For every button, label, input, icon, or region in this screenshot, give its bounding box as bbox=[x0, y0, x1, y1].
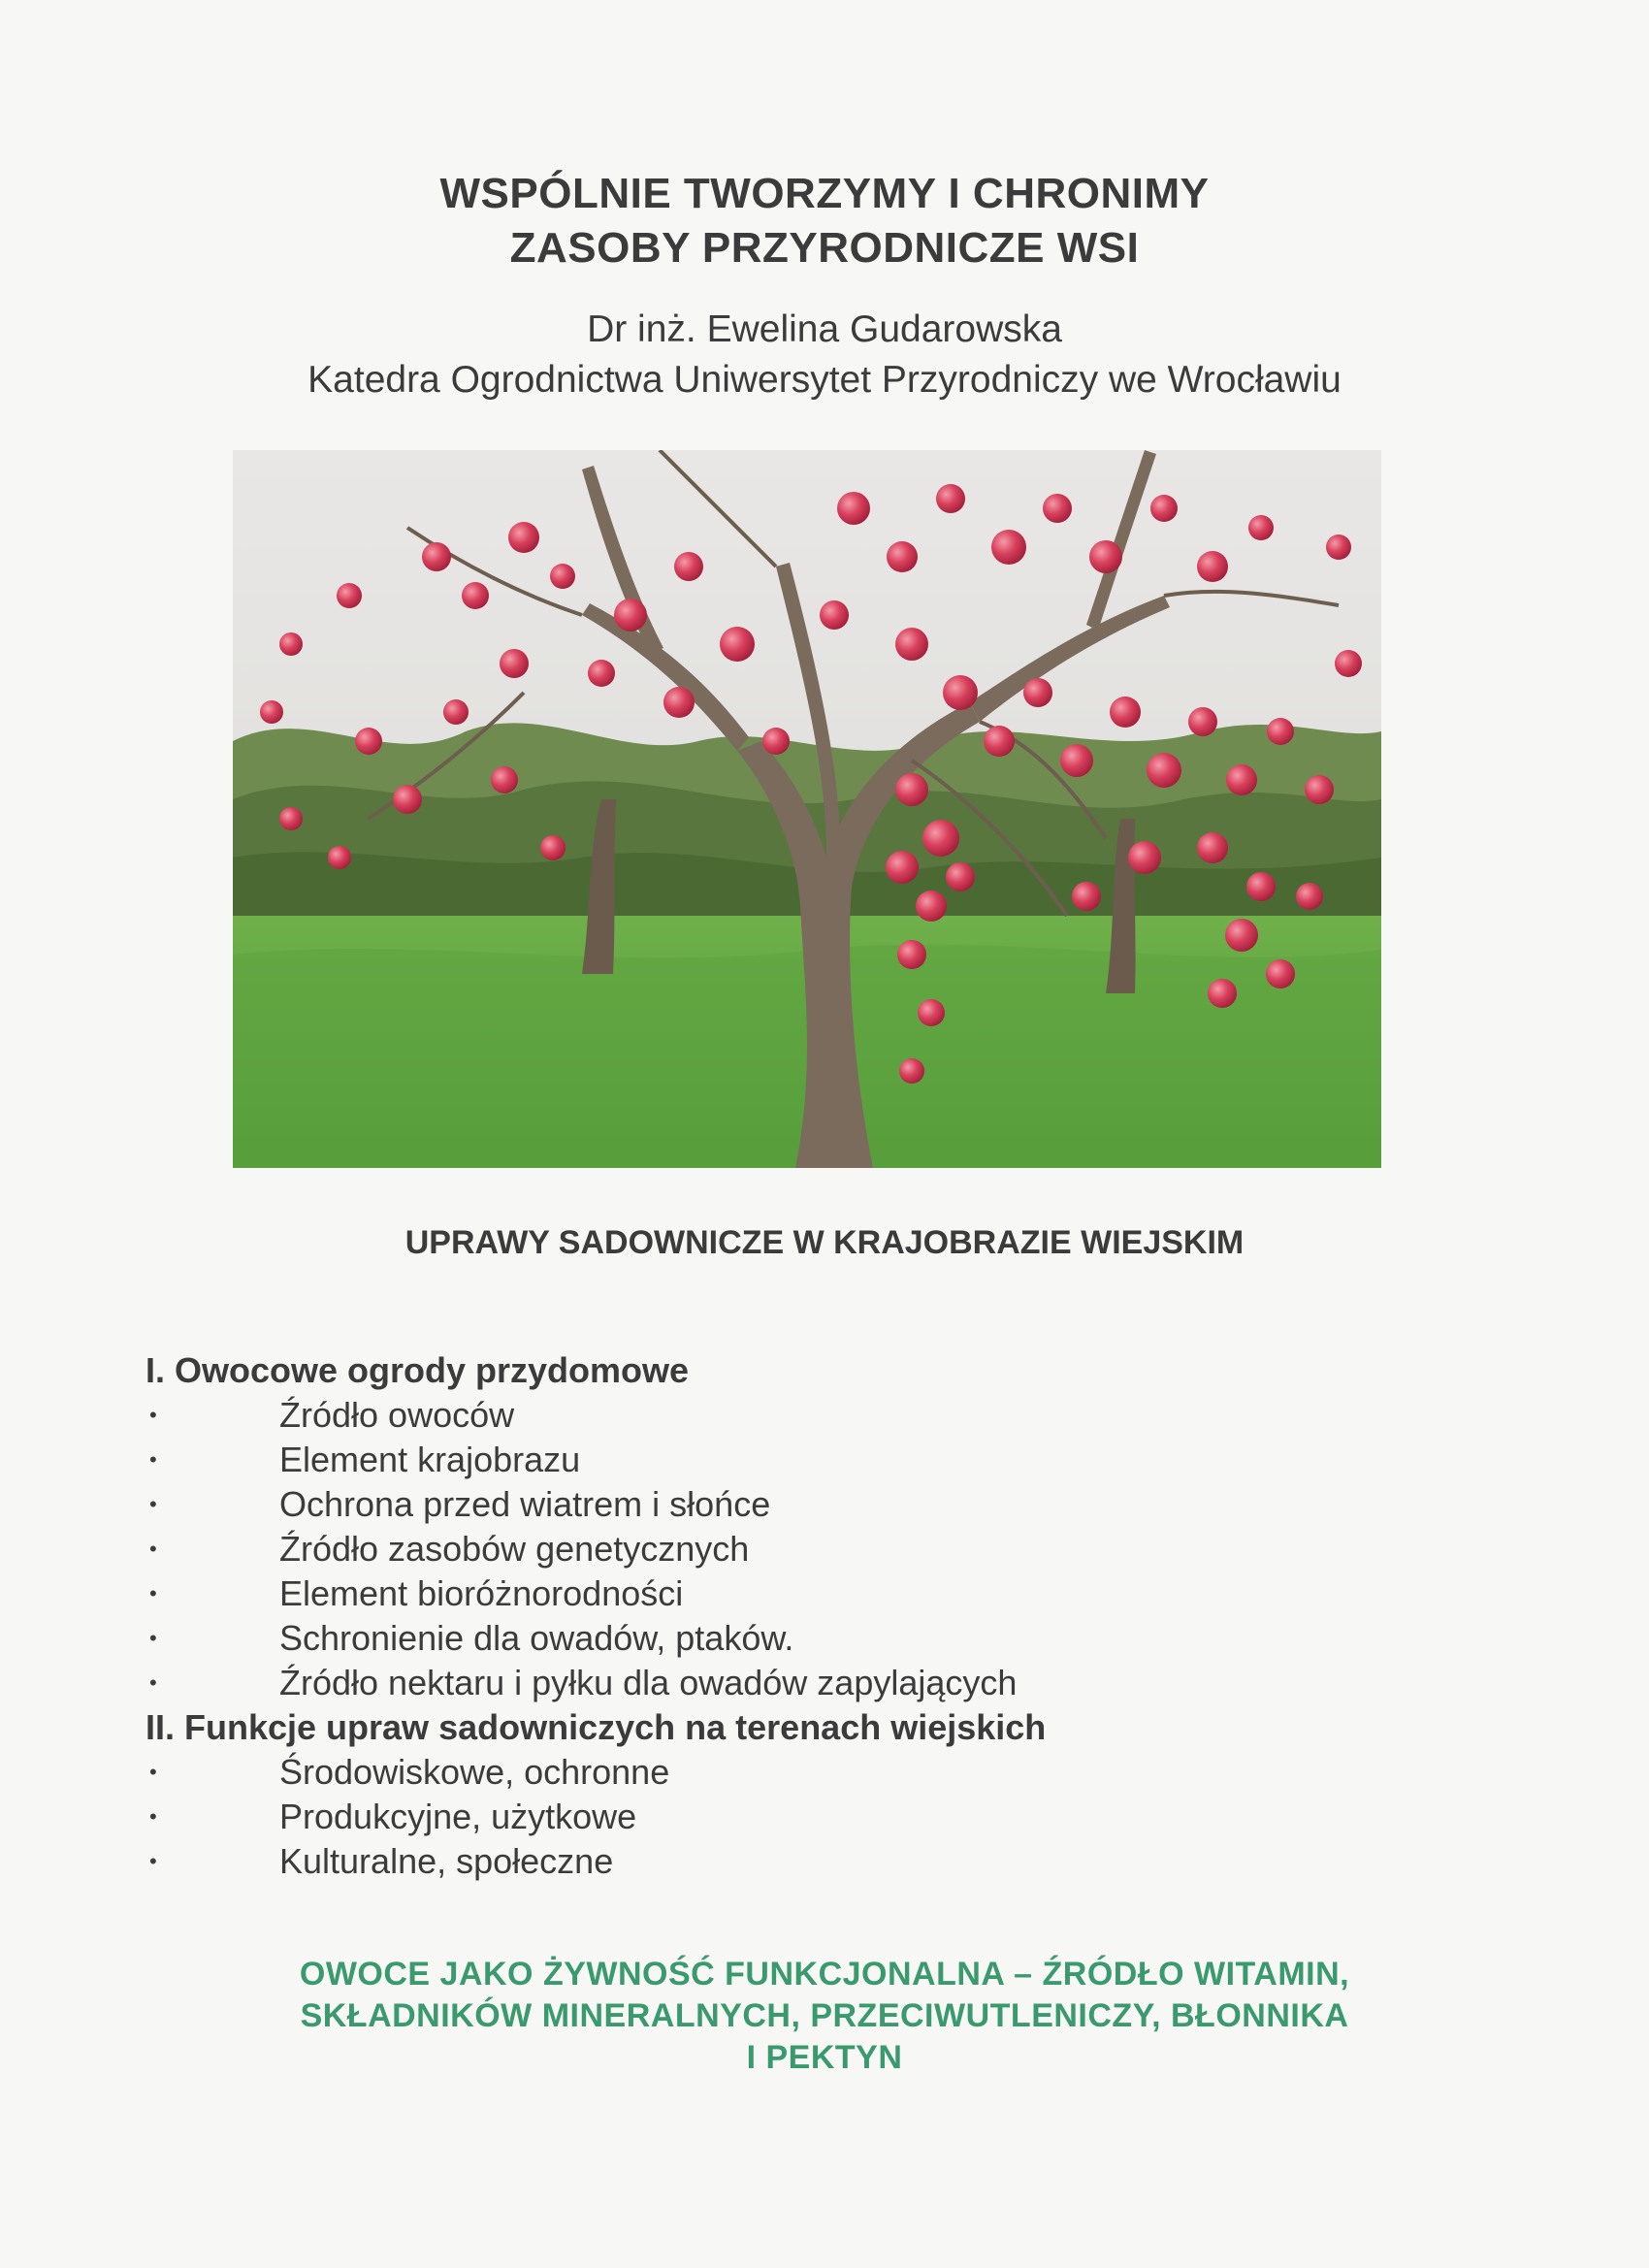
title-line-1: WSPÓLNIE TWORZYMY I CHRONIMY bbox=[439, 170, 1210, 217]
list-item bbox=[146, 1795, 1504, 1839]
list-item-text: Źródło zasobów genetycznych bbox=[279, 1529, 750, 1569]
list-item bbox=[146, 1616, 1504, 1661]
apple-orchard-photo bbox=[233, 450, 1381, 1168]
list-item bbox=[146, 1393, 1504, 1438]
list-item bbox=[146, 1750, 1504, 1795]
bullet-icon: • bbox=[149, 1670, 157, 1695]
bullet-icon: • bbox=[149, 1447, 157, 1472]
list-item-text: Źródło nektaru i pyłku dla owadów zapylających bbox=[279, 1663, 1018, 1702]
list-item-text: Źródło owoców bbox=[279, 1395, 515, 1435]
title-line-2: ZASOBY PRZYRODNICZE WSI bbox=[509, 224, 1140, 272]
bullet-icon: • bbox=[149, 1760, 157, 1784]
orchard-illustration bbox=[233, 450, 1381, 1168]
bullet-icon: • bbox=[149, 1537, 157, 1561]
list-item bbox=[146, 1661, 1504, 1705]
part1-heading: I. Owocowe ogrody przydomowe bbox=[146, 1350, 690, 1390]
list-item-text: Kulturalne, społeczne bbox=[279, 1841, 614, 1881]
footer-line-3: I PEKTYN bbox=[746, 2039, 903, 2076]
list-item-text: Schronienie dla owadów, ptaków. bbox=[279, 1618, 794, 1658]
bullet-icon: • bbox=[149, 1849, 157, 1873]
list-item bbox=[146, 1839, 1504, 1884]
list-item-text: Element bioróżnorodności bbox=[279, 1573, 684, 1613]
list-item bbox=[146, 1527, 1504, 1571]
list-item-text: Ochrona przed wiatrem i słońce bbox=[279, 1484, 771, 1524]
footer-slogan bbox=[0, 1954, 1649, 2079]
list-item-text: Środowiskowe, ochronne bbox=[279, 1752, 670, 1792]
footer-line-2: SKŁADNIKÓW MINERALNYCH, PRZECIWUTLENICZY, BŁONNIKA bbox=[300, 1997, 1349, 2034]
section-heading: UPRAWY SADOWNICZE W KRAJOBRAZIE WIEJSKIM bbox=[404, 1224, 1245, 1261]
list-item-text: Produkcyjne, użytkowe bbox=[279, 1797, 637, 1836]
bullet-icon: • bbox=[149, 1626, 157, 1650]
author-affiliation: Katedra Ogrodnictwa Uniwersytet Przyrodniczy we Wrocławiu bbox=[307, 359, 1342, 401]
document-title bbox=[0, 167, 1649, 275]
orchard-list bbox=[146, 1348, 1504, 1884]
bullet-icon: • bbox=[149, 1581, 157, 1605]
list-item bbox=[146, 1482, 1504, 1527]
bullet-icon: • bbox=[149, 1804, 157, 1829]
bullet-icon: • bbox=[149, 1492, 157, 1516]
part2-heading: II. Funkcje upraw sadowniczych na terenach wiejskich bbox=[146, 1707, 1047, 1747]
footer-line-1: OWOCE JAKO ŻYWNOŚĆ FUNKCJONALNA – ŹRÓDŁO WITAMIN, bbox=[299, 1956, 1350, 1993]
bullet-icon: • bbox=[149, 1403, 157, 1427]
list-item-text: Element krajobrazu bbox=[279, 1440, 581, 1479]
list-item bbox=[146, 1438, 1504, 1482]
list-item bbox=[146, 1571, 1504, 1616]
author-name: Dr inż. Ewelina Gudarowska bbox=[587, 308, 1062, 350]
